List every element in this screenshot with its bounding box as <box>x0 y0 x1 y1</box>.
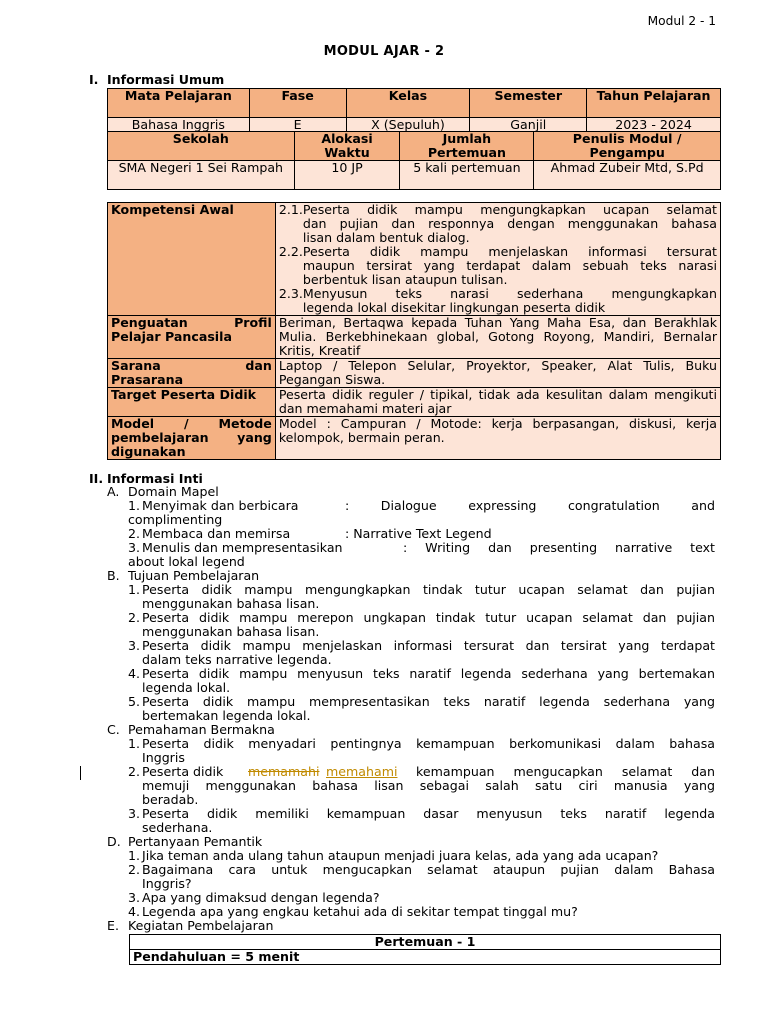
meeting-header: Pertemuan - 1 <box>130 935 721 950</box>
list-number: 3. <box>128 890 141 905</box>
list-item: Legenda apa yang engkau ketahui ada di sekitar tempat tinggal mu? <box>142 904 578 919</box>
section-number: I. <box>89 72 99 87</box>
domain-item-value: : Dialogue expressing congratulation and <box>345 498 715 513</box>
list-item-continuation: Inggris? <box>142 876 192 891</box>
value-tahun-pelajaran: 2023 - 2024 <box>587 118 721 133</box>
header-semester: Semester <box>470 89 587 118</box>
header-fase: Fase <box>249 89 346 118</box>
list-number: 2. <box>128 610 141 625</box>
header-tahun-pelajaran: Tahun Pelajaran <box>587 89 721 118</box>
section-title: Informasi Umum <box>107 72 225 87</box>
general-info-table-1 <box>107 88 721 133</box>
document-title: MODUL AJAR - 2 <box>323 44 445 59</box>
domain-item-label: Menulis dan mempresentasikan <box>142 540 343 555</box>
list-item-continuation: menggunakan bahasa lisan. <box>142 596 320 611</box>
list-number: 5. <box>128 694 141 709</box>
list-item: Peserta didik mampu merepon ungkapan tindak tutur ucapan selamat dan pujian <box>142 610 715 625</box>
phase-header: Pendahuluan = 5 menit <box>130 950 721 965</box>
domain-item-value: : Narrative Text Legend <box>345 526 492 541</box>
list-item-continuation: dalam teks narrative legenda. <box>142 652 332 667</box>
subsection-a-heading: A. Domain Mapel <box>107 484 219 499</box>
list-item: Peserta didik mampu mempresentasikan teks naratif legenda sederhana yang <box>142 694 715 709</box>
list-number: 1. <box>128 498 141 513</box>
list-item-continuation: bertemakan legenda lokal. <box>142 708 311 723</box>
value-semester: Ganjil <box>470 118 587 133</box>
kompetensi-awal-label: Kompetensi Awal <box>108 203 276 316</box>
value-mata-pelajaran: Bahasa Inggris <box>108 118 250 133</box>
list-number: 1. <box>128 736 141 751</box>
kompetensi-item: 2.2. Peserta didik mampu menjelaskan informasi tersurat <box>278 244 717 259</box>
target-peserta-value: Peserta didik reguler / tipikal, tidak ada kesulitan dalam mengikuti dan memahami materi ajar <box>275 388 720 417</box>
header-penulis-modul: Penulis Modul / Pengampu <box>534 132 721 161</box>
kompetensi-table <box>107 202 721 460</box>
list-item-start: Peserta didik <box>142 764 224 779</box>
list-number: 3. <box>128 638 141 653</box>
penguatan-profil-value: Beriman, Bertaqwa kepada Tuhan Yang Maha Esa, dan Berakhlak Mulia. Berkebhinekaan global, Gotong Royong, Mandiri, Bernalar Kritis, Kreatif <box>275 316 720 359</box>
sarana-prasarana-value: Laptop / Telepon Selular, Proyektor, Speaker, Alat Tulis, Buku Pegangan Siswa. <box>275 359 720 388</box>
value-kelas: X (Sepuluh) <box>346 118 470 133</box>
domain-item-value: : Writing dan presenting narrative text <box>403 540 715 555</box>
kegiatan-table <box>129 934 721 965</box>
list-number: 1. <box>128 848 141 863</box>
header-sekolah: Sekolah <box>108 132 295 161</box>
subsection-c-heading: C. Pemahaman Bermakna <box>107 722 275 737</box>
kompetensi-item: 2.3. Menyusun teks narasi sederhana mengungkapkan <box>278 286 717 301</box>
domain-item-label: Membaca dan memirsa <box>142 526 291 541</box>
value-alokasi-waktu: 10 JP <box>294 161 400 190</box>
header-kelas: Kelas <box>346 89 470 118</box>
header-jumlah-pertemuan: Jumlah Pertemuan <box>400 132 534 161</box>
subsection-b-heading: B. Tujuan Pembelajaran <box>107 568 260 583</box>
list-item: Jika teman anda ulang tahun ataupun menjadi juara kelas, ada yang ada ucapan? <box>142 848 659 863</box>
header-mata-pelajaran: Mata Pelajaran <box>108 89 250 118</box>
subsection-e-heading: E. Kegiatan Pembelajaran <box>107 918 274 933</box>
list-number: 3. <box>128 806 141 821</box>
section-2-heading: II. Informasi Inti <box>89 471 203 486</box>
domain-item-continuation: complimenting <box>128 512 223 527</box>
subsection-d-heading: D. Pertanyaan Pemantik <box>107 834 263 849</box>
target-peserta-label: Target Peserta Didik <box>108 388 276 417</box>
list-item: Apa yang dimaksud dengan legenda? <box>142 890 380 905</box>
list-item-continuation: menggunakan bahasa lisan. <box>142 624 320 639</box>
list-number: 4. <box>128 666 141 681</box>
kompetensi-awal-value: 2.1. Peserta didik mampu mengungkapkan ucapan selamat dan pujian dan responnya dengan menggunakan bahasa lisan dalam bentuk dialog. 2.2. Peserta didik mampu menjelaskan informasi tersurat maupun tersirat yang terdapat dalam sebuah teks narasi berbentuk lisan ataupun tulisan. 2.3. Menyusun teks narasi sederhana mengungkapkan legenda lokal disekitar lingkungan peserta didik <box>275 203 720 316</box>
domain-item-label: Menyimak dan berbicara <box>142 498 299 513</box>
list-item: kemampuan mengucapkan selamat dan <box>416 764 715 779</box>
domain-item-continuation: about lokal legend <box>128 554 245 569</box>
module-reference: Modul 2 - 1 <box>647 14 716 28</box>
model-metode-label: Model / Metode pembelajaran yang digunakan <box>108 417 276 460</box>
list-number: 3. <box>128 540 141 555</box>
list-item-continuation: memuji menggunakan bahasa lisan sebagai salah satu ciri manusia yang <box>142 778 715 793</box>
tracked-insertion: memahami <box>326 764 398 779</box>
value-penulis-modul: Ahmad Zubeir Mtd, S.Pd <box>534 161 721 190</box>
text-cursor <box>80 766 81 780</box>
tracked-deletion: memamahi <box>248 764 320 779</box>
header-alokasi-waktu: Alokasi Waktu <box>294 132 400 161</box>
list-item: Peserta didik mampu mengungkapkan tindak tutur ucapan selamat dan pujian <box>142 582 715 597</box>
list-item-continuation: Inggris <box>142 750 185 765</box>
list-number: 1. <box>128 582 141 597</box>
list-number: 4. <box>128 904 141 919</box>
general-info-table-2 <box>107 131 721 190</box>
list-item: Peserta didik memiliki kemampuan dasar menyusun teks naratif legenda <box>142 806 715 821</box>
model-metode-value: Model : Campuran / Motode: kerja berpasangan, diskusi, kerja kelompok, bermain peran. <box>275 417 720 460</box>
list-item: Bagaimana cara untuk mengucapkan selamat ataupun pujian dalam Bahasa <box>142 862 715 877</box>
list-item: Peserta didik menyadari pentingnya kemampuan berkomunikasi dalam bahasa <box>142 736 715 751</box>
value-sekolah: SMA Negeri 1 Sei Rampah <box>108 161 295 190</box>
kompetensi-item: 2.1. Peserta didik mampu mengungkapkan ucapan selamat <box>278 202 717 217</box>
list-item: Peserta didik mampu menjelaskan informasi tersurat dan tersirat yang terdapat <box>142 638 715 653</box>
list-number: 2. <box>128 862 141 877</box>
list-item-continuation: beradab. <box>142 792 199 807</box>
sarana-prasarana-label: Sarana dan Prasarana <box>108 359 276 388</box>
list-item: Peserta didik mampu menyusun teks naratif legenda sederhana yang bertemakan <box>142 666 715 681</box>
list-item-continuation: sederhana. <box>142 820 213 835</box>
list-number: 2. <box>128 526 141 541</box>
list-item-continuation: legenda lokal. <box>142 680 231 695</box>
penguatan-profil-label: Penguatan Profil Pelajar Pancasila <box>108 316 276 359</box>
section-1-heading <box>89 72 224 87</box>
list-number: 2. <box>128 764 141 779</box>
value-jumlah-pertemuan: 5 kali pertemuan <box>400 161 534 190</box>
value-fase: E <box>249 118 346 133</box>
